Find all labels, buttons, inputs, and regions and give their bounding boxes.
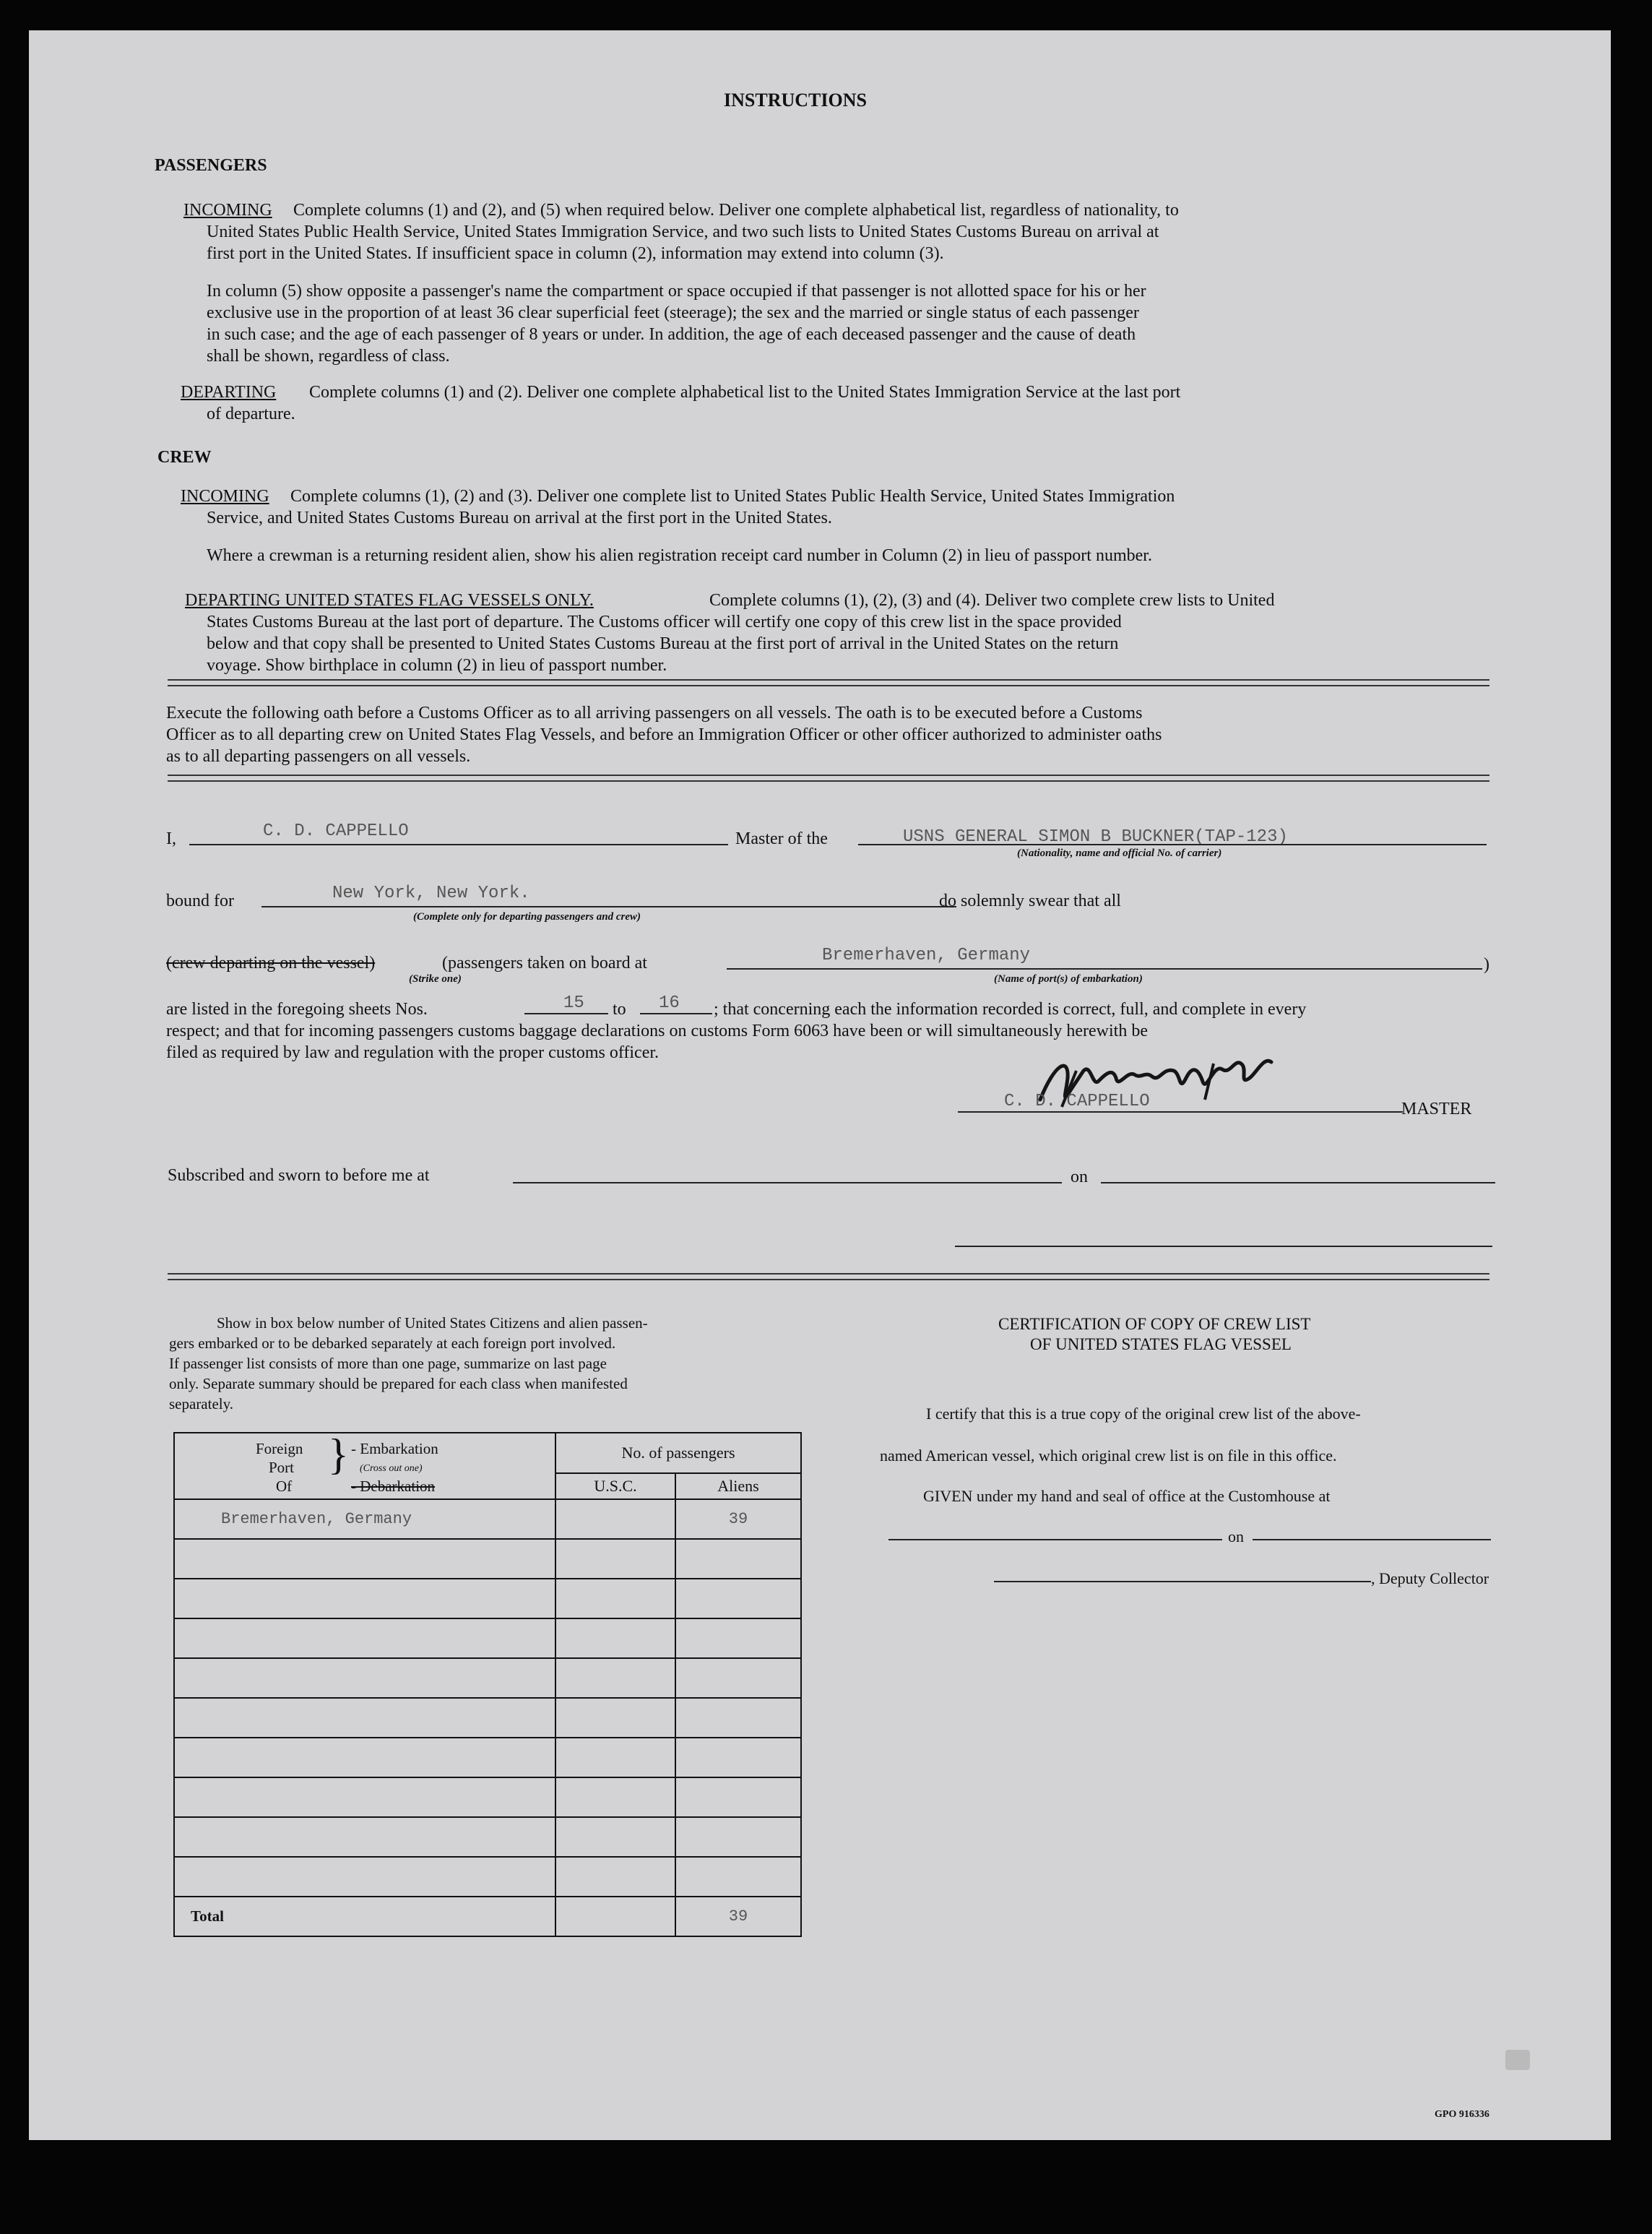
- table-row: [174, 1817, 801, 1857]
- subscribed-date-line[interactable]: [1101, 1182, 1495, 1183]
- summary-instructions: gers embarked or to be debarked separately at each foreign port involved.: [169, 1334, 616, 1352]
- hdr-debark: - Debarkation: [351, 1478, 436, 1495]
- aliens-cell[interactable]: [675, 1738, 801, 1777]
- to-label: to: [613, 1000, 626, 1019]
- i-label: I,: [166, 829, 176, 848]
- divider: [168, 679, 1489, 686]
- sheet-to-field[interactable]: 16: [659, 993, 680, 1013]
- summary-instructions: separately.: [169, 1395, 234, 1413]
- master-name-field[interactable]: C. D. CAPPELLO: [263, 821, 409, 841]
- summary-instructions: only. Separate summary should be prepared for each class when manifested: [169, 1375, 628, 1392]
- port-cell[interactable]: Bremerhaven, Germany: [174, 1499, 555, 1539]
- hdr-port: Port: [269, 1459, 295, 1476]
- port-cell[interactable]: [174, 1618, 555, 1658]
- close-paren: ): [1484, 955, 1489, 974]
- vessel-field[interactable]: USNS GENERAL SIMON B BUCKNER(TAP-123): [903, 827, 1288, 847]
- no-passengers-header: No. of passengers: [555, 1433, 801, 1473]
- oath-instructions: Officer as to all departing crew on United States Flag Vessels, and before an Immigration Officer or other officer authorized to administer oaths: [166, 725, 1162, 744]
- column5-text: shall be shown, regardless of class.: [207, 347, 450, 366]
- table-header-row: [174, 1433, 801, 1473]
- usc-cell[interactable]: [555, 1658, 675, 1698]
- column5-text: exclusive use in the proportion of at least 36 clear superficial feet (steerage); the sex and the married or single status of each passenger: [207, 303, 1139, 322]
- port-cell[interactable]: [174, 1579, 555, 1618]
- aliens-cell[interactable]: [675, 1698, 801, 1738]
- subscribed-location-line[interactable]: [513, 1182, 1062, 1183]
- officer-signature-line[interactable]: [955, 1246, 1492, 1247]
- usc-cell[interactable]: [555, 1539, 675, 1579]
- aliens-cell[interactable]: [675, 1658, 801, 1698]
- crew-flag-text: States Customs Bureau at the last port of departure. The Customs officer will certify one copy of this crew list in the space provided: [207, 613, 1122, 631]
- divider: [168, 775, 1489, 782]
- document-sheet: [29, 30, 1611, 2140]
- destination-field[interactable]: New York, New York.: [332, 884, 530, 903]
- crew-flag-text: below and that copy shall be presented to United States Customs Bureau at the first port of arrival in the United States on the return: [207, 634, 1119, 653]
- aliens-cell[interactable]: [675, 1777, 801, 1817]
- deputy-label: , Deputy Collector: [1371, 1569, 1489, 1587]
- total-aliens-cell[interactable]: 39: [675, 1897, 801, 1936]
- divider: [168, 1273, 1489, 1280]
- aliens-cell[interactable]: [675, 1857, 801, 1897]
- hdr-embark: - Embarkation: [351, 1440, 438, 1457]
- certification-title: CERTIFICATION OF COPY OF CREW LIST: [998, 1315, 1311, 1333]
- deputy-line[interactable]: [994, 1581, 1371, 1582]
- sheet-from-field[interactable]: 15: [563, 993, 584, 1013]
- passengers-incoming-text: Complete columns (1) and (2), and (5) when required below. Deliver one complete alphabetical list, regardless of nationality, to: [293, 201, 1179, 220]
- total-usc-cell[interactable]: [555, 1897, 675, 1936]
- passengers-incoming-label: INCOMING: [183, 201, 272, 220]
- total-label: Total: [174, 1897, 555, 1936]
- swear-label: do solemnly swear that all: [939, 892, 1121, 910]
- usc-cell[interactable]: [555, 1817, 675, 1857]
- table-row: [174, 1857, 801, 1897]
- on-label: on: [1071, 1168, 1088, 1186]
- page-title: INSTRUCTIONS: [724, 90, 867, 111]
- passengers-departing-text: Complete columns (1) and (2). Deliver one complete alphabetical list to the United States Immigration Service at the last port: [309, 383, 1181, 402]
- table-row: [174, 1618, 801, 1658]
- table-row: [174, 1579, 801, 1618]
- port-note: (Name of port(s) of embarkation): [994, 973, 1143, 985]
- master-label: MASTER: [1401, 1100, 1472, 1118]
- sheets-label: are listed in the foregoing sheets Nos.: [166, 1000, 428, 1019]
- passenger-summary-table: [173, 1432, 802, 1937]
- certification-text: I certify that this is a true copy of the original crew list of the above-: [926, 1405, 1361, 1423]
- crew-option-struck: (crew departing on the vessel): [166, 954, 376, 972]
- aliens-cell[interactable]: [675, 1539, 801, 1579]
- bound-label: bound for: [166, 892, 234, 910]
- column5-text: in such case; and the age of each passenger of 8 years or under. In addition, the age of each deceased passenger and the cause of death: [207, 325, 1136, 344]
- summary-instructions: If passenger list consists of more than one page, summarize on last page: [169, 1355, 607, 1372]
- bound-note: (Complete only for departing passengers and crew): [413, 911, 641, 923]
- table-row: [174, 1698, 801, 1738]
- summary-instructions: Show in box below number of United States Citizens and alien passen-: [217, 1314, 648, 1332]
- master-of-label: Master of the: [735, 829, 828, 848]
- usc-header: U.S.C.: [555, 1473, 675, 1499]
- crew-incoming-text: Complete columns (1), (2) and (3). Deliver one complete list to United States Public Health Service, United States Immigration: [290, 487, 1175, 506]
- crew-incoming-text: Service, and United States Customs Bureau on arrival at the first port in the United States.: [207, 509, 832, 527]
- usc-cell[interactable]: [555, 1618, 675, 1658]
- port-cell[interactable]: [174, 1539, 555, 1579]
- table-row: [174, 1539, 801, 1579]
- usc-cell[interactable]: [555, 1777, 675, 1817]
- vessel-note: (Nationality, name and official No. of carrier): [1017, 848, 1222, 859]
- aliens-cell[interactable]: [675, 1817, 801, 1857]
- aliens-cell[interactable]: [675, 1579, 801, 1618]
- master-name-line: [189, 844, 728, 845]
- crew-flag-text: Complete columns (1), (2), (3) and (4). Deliver two complete crew lists to United: [709, 591, 1275, 610]
- sheets-rest: ; that concerning each the information recorded is correct, full, and complete in every: [714, 1000, 1307, 1019]
- port-cell[interactable]: [174, 1738, 555, 1777]
- foreign-port-header: [174, 1433, 555, 1499]
- subscribed-label: Subscribed and sworn to before me at: [168, 1166, 430, 1185]
- crew-flag-label: DEPARTING UNITED STATES FLAG VESSELS ONLY.: [185, 591, 594, 610]
- usc-cell[interactable]: [555, 1499, 675, 1539]
- aliens-cell[interactable]: [675, 1618, 801, 1658]
- port-cell[interactable]: [174, 1817, 555, 1857]
- strike-note: (Strike one): [409, 973, 462, 985]
- column5-text: In column (5) show opposite a passenger's name the compartment or space occupied if that passenger is not allotted space for his or her: [207, 282, 1146, 301]
- hdr-foreign: Foreign: [256, 1440, 303, 1457]
- hdr-of: Of: [276, 1478, 293, 1495]
- usc-cell[interactable]: [555, 1579, 675, 1618]
- cert-on-label: on: [1228, 1527, 1244, 1545]
- oath-instructions: Execute the following oath before a Customs Officer as to all arriving passengers on all vessels. The oath is to be executed before a Customs: [166, 704, 1143, 723]
- passengers-departing-label: DEPARTING: [181, 383, 277, 402]
- signature-line: [958, 1111, 1403, 1113]
- crew-resident-text: Where a crewman is a returning resident alien, show his alien registration receipt card number in Column (2) in lieu of passport number.: [207, 546, 1152, 565]
- port-cell[interactable]: [174, 1857, 555, 1897]
- certification-title: OF UNITED STATES FLAG VESSEL: [1030, 1335, 1292, 1353]
- customhouse-line[interactable]: [888, 1539, 1222, 1540]
- passengers-heading: PASSENGERS: [155, 156, 267, 175]
- sheet-to-line: [640, 1013, 712, 1014]
- certification-text: GIVEN under my hand and seal of office at the Customhouse at: [923, 1487, 1331, 1505]
- passengers-option: (passengers taken on board at: [442, 954, 647, 972]
- port-cell[interactable]: [174, 1658, 555, 1698]
- crew-flag-text: voyage. Show birthplace in column (2) in lieu of passport number.: [207, 656, 667, 675]
- hdr-cross: (Cross out one): [360, 1463, 423, 1474]
- total-row: [174, 1897, 801, 1936]
- table-row: [174, 1777, 801, 1817]
- respect-line: respect; and that for incoming passengers customs baggage declarations on customs Form 6063 have been or will simultaneously herewith be: [166, 1022, 1148, 1040]
- passengers-departing-text: of departure.: [207, 405, 295, 423]
- usc-cell[interactable]: [555, 1738, 675, 1777]
- sheet-from-line: [524, 1013, 608, 1014]
- footer-code: GPO 916336: [1435, 2109, 1489, 2120]
- signature-typed: C. D. CAPPELLO: [1004, 1092, 1150, 1111]
- table-row: [174, 1499, 801, 1539]
- table-row: [174, 1658, 801, 1698]
- port-cell[interactable]: [174, 1698, 555, 1738]
- passengers-incoming-text: first port in the United States. If insufficient space in column (2), information may extend into column (3).: [207, 244, 944, 263]
- certification-text: named American vessel, which original crew list is on file in this office.: [880, 1446, 1337, 1465]
- crew-incoming-label: INCOMING: [181, 487, 269, 506]
- aliens-header: Aliens: [675, 1473, 801, 1499]
- usc-cell[interactable]: [555, 1698, 675, 1738]
- stamp-mark: [1505, 2050, 1530, 2070]
- port-cell[interactable]: [174, 1777, 555, 1817]
- table-row: [174, 1738, 801, 1777]
- cert-date-line[interactable]: [1253, 1539, 1491, 1540]
- passengers-incoming-text: United States Public Health Service, United States Immigration Service, and two such lists to United States Customs Bureau on arrival at: [207, 223, 1159, 241]
- usc-cell[interactable]: [555, 1857, 675, 1897]
- filed-line: filed as required by law and regulation with the proper customs officer.: [166, 1043, 659, 1062]
- oath-instructions: as to all departing passengers on all vessels.: [166, 747, 471, 766]
- port-field[interactable]: Bremerhaven, Germany: [822, 946, 1031, 965]
- crew-heading: CREW: [157, 448, 212, 467]
- aliens-cell[interactable]: 39: [675, 1499, 801, 1539]
- brace-icon: }: [328, 1431, 349, 1478]
